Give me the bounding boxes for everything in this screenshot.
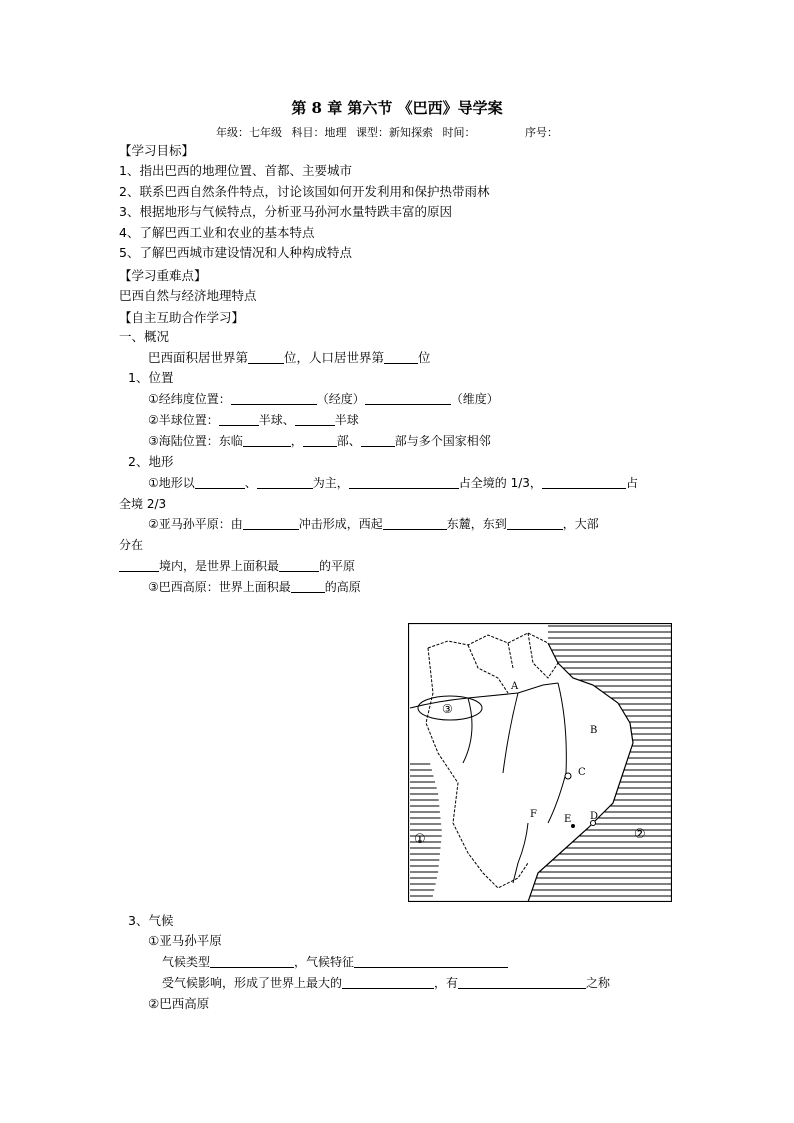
- blank-field[interactable]: [295, 413, 335, 426]
- label-c: C: [578, 767, 586, 778]
- location-hemisphere: ②半球位置： 半球、 半球: [148, 413, 359, 427]
- meta-serial: 序号：: [525, 126, 558, 139]
- blank-field[interactable]: [507, 517, 563, 530]
- city-c-marker: [565, 773, 571, 779]
- label-3: ③: [442, 702, 453, 716]
- terrain-line-3: ③巴西高原：世界上面积最 的高原: [148, 580, 361, 594]
- blank-field[interactable]: [248, 351, 284, 364]
- blank-field[interactable]: [279, 559, 319, 572]
- terrain-line-1b: 全境 2/3: [119, 497, 167, 511]
- label-f: F: [530, 809, 537, 820]
- blank-field[interactable]: [231, 392, 317, 405]
- label-1: ①: [414, 832, 426, 847]
- location-sea-land: ③海陆位置：东临 ， 部、 部与多个国家相邻: [148, 434, 491, 448]
- goal-item: 2、联系巴西自然条件特点，讨论该国如何开发利用和保护热带雨林: [119, 184, 490, 199]
- brazil-map: [408, 623, 672, 902]
- goal-item: 4、了解巴西工业和农业的基本特点: [119, 225, 315, 240]
- blank-field[interactable]: [384, 351, 418, 364]
- terrain-line-2c: 境内，是世界上面积最 的平原: [119, 558, 355, 574]
- climate-amazon: ①亚马孙平原: [148, 933, 222, 948]
- blank-field[interactable]: [458, 976, 586, 989]
- goal-item: 3、根据地形与气候特点，分析亚马孙河水量特跌丰富的原因: [119, 204, 452, 219]
- label-d: D: [590, 811, 599, 822]
- label-2: ②: [634, 827, 646, 842]
- climate-amazon-effect: 受气候影响，形成了世界上最大的 ，有 之称: [162, 976, 611, 990]
- blank-field[interactable]: [257, 476, 313, 489]
- overview-heading: 一、概况: [119, 329, 170, 344]
- city-e-marker: [571, 824, 575, 828]
- terrain-line-2: ②亚马孙平原：由 冲击形成，西起 东麓，东到 ，大部: [148, 517, 599, 531]
- climate-plateau: ②巴西高原: [148, 996, 210, 1011]
- location-heading: 1、位置: [128, 370, 174, 385]
- blank-field[interactable]: [349, 476, 459, 489]
- label-a: A: [511, 681, 519, 692]
- blank-field[interactable]: [243, 517, 299, 530]
- terrain-heading: 2、地形: [128, 454, 174, 469]
- meta-line: [216, 124, 564, 140]
- key-heading: 【学习重难点】: [119, 268, 207, 283]
- area-line: 巴西面积居世界第 位，人口居世界第 位: [148, 350, 431, 365]
- climate-amazon-type: 气候类型 ，气候特征: [162, 954, 508, 970]
- blank-field[interactable]: [354, 955, 508, 968]
- location-lonlat: ①经纬度位置： （经度） （维度）: [148, 392, 499, 406]
- goals-heading: 【学习目标】: [119, 143, 195, 158]
- blank-field[interactable]: [119, 559, 159, 572]
- meta-time: 时间：: [442, 126, 476, 139]
- blank-field[interactable]: [542, 476, 626, 489]
- terrain-line-1: ①地形以 、 为主， 占全境的 1/3， 占: [148, 476, 638, 490]
- coop-heading: 【自主互助合作学习】: [119, 310, 245, 325]
- blank-field[interactable]: [291, 580, 325, 593]
- key-text: 巴西自然与经济地理特点: [119, 288, 257, 303]
- label-b: B: [590, 725, 598, 736]
- page-title: 第 8 章 第六节 《巴西》导学案: [291, 99, 503, 117]
- blank-field[interactable]: [365, 392, 451, 405]
- label-e: E: [564, 814, 572, 825]
- goal-item: 1、指出巴西的地理位置、首都、主要城市: [119, 163, 352, 178]
- climate-heading: 3、气候: [128, 913, 174, 928]
- blank-field[interactable]: [383, 517, 447, 530]
- blank-field[interactable]: [342, 976, 434, 989]
- blank-field[interactable]: [195, 476, 245, 489]
- blank-field[interactable]: [243, 434, 291, 447]
- terrain-line-2b: 分在: [119, 538, 144, 552]
- blank-field[interactable]: [210, 955, 294, 968]
- goal-item: 5、了解巴西城市建设情况和人种构成特点: [119, 245, 352, 260]
- meta-grade: 年级：七年级: [216, 126, 282, 139]
- meta-subject: 科目：地理: [291, 126, 347, 139]
- blank-field[interactable]: [303, 434, 337, 447]
- meta-type: 课型：新知探索: [356, 126, 433, 139]
- blank-field[interactable]: [361, 434, 395, 447]
- blank-field[interactable]: [219, 413, 259, 426]
